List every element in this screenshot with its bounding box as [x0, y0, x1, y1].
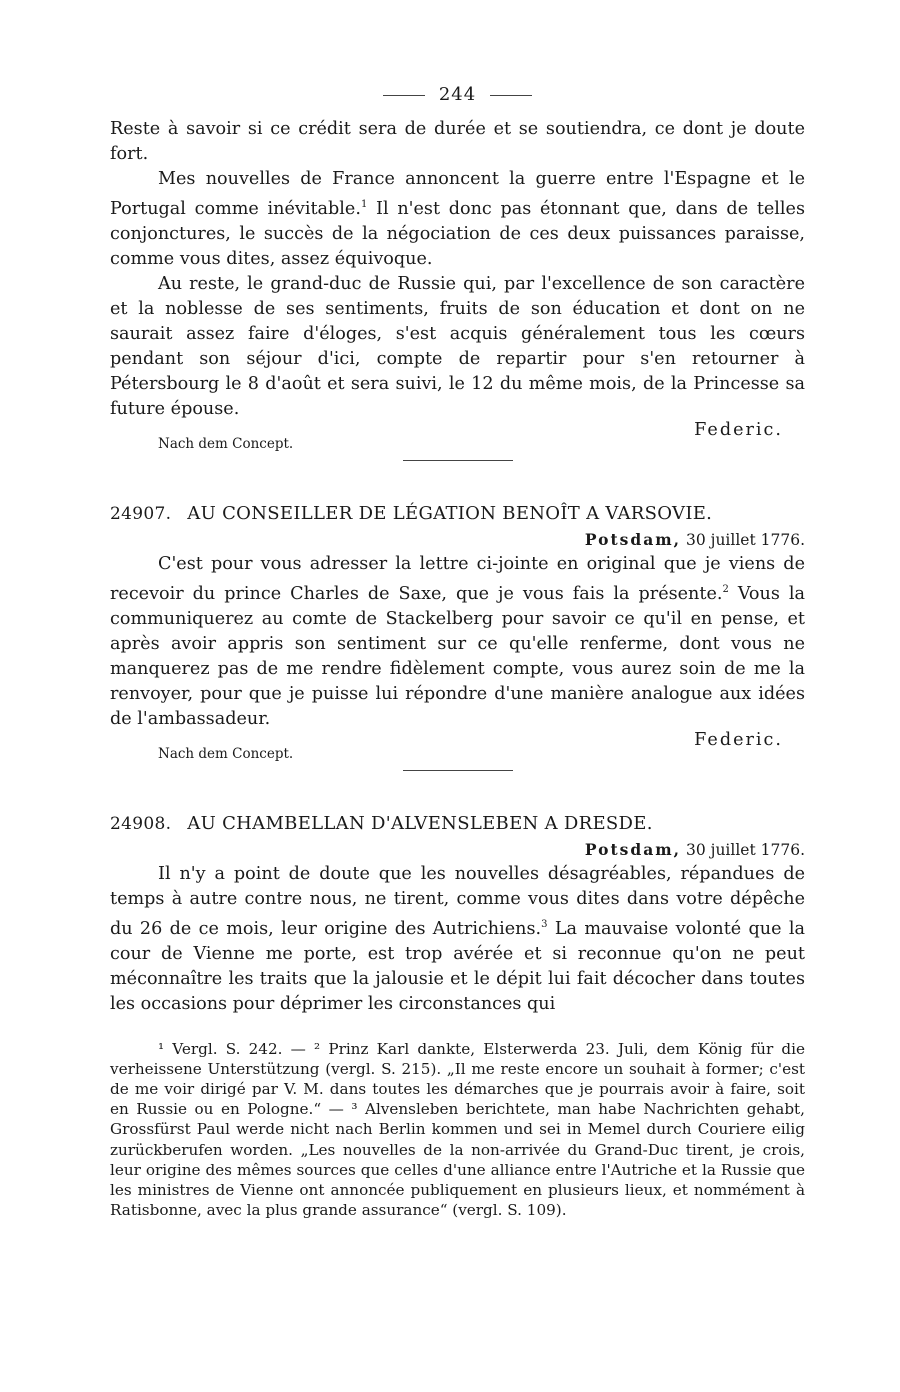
- page-number: 244: [438, 84, 477, 105]
- dateline-date: 30 juillet 1776.: [685, 530, 805, 549]
- body-text-a: C'est pour vous adresser la lettre ci-jointe en original que je viens de recevoir du prince Charles de Saxe, que je vous fais la présente.: [110, 553, 805, 604]
- body-text-b: La mauvaise volonté que la cour de Vienne me porte, est trop avérée et si reconnue qu'on ne peut méconnaître les traits que la jalousie et le dépit lui fait décocher dans toutes les occasions pour déprimer les circonstances qui: [110, 918, 805, 1014]
- footnotes: [110, 1039, 805, 1221]
- footnote-mark-1: 1: [360, 199, 368, 210]
- paragraph-2-text-a: Mes nouvelles de France annoncent la guerre entre l'Espagne et le Portugal comme inévitable.: [110, 169, 805, 219]
- letter-number: 24908.: [110, 813, 172, 834]
- footnote-mark-3: 3: [541, 918, 548, 930]
- signature: Federic.: [694, 419, 783, 440]
- source-note: Nach dem Concept.: [158, 435, 294, 452]
- header-rule-right: [490, 95, 532, 96]
- continuation-paragraph-2: [110, 167, 805, 272]
- letter-heading-24907: [110, 503, 805, 524]
- dateline-date: 30 juillet 1776.: [685, 840, 805, 859]
- book-page: [110, 84, 805, 1220]
- body-text-a: Il n'y a point de doute que les nouvelles désagréables, répandues de temps à autre contre nous, ne tirent, comme vous dites dans votre dépêche du 26 de ce mois, leur origine des Autrichiens.: [110, 863, 805, 939]
- letter-addressee: AU CHAMBELLAN D'ALVENSLEBEN A DRESDE.: [187, 812, 653, 834]
- source-note: Nach dem Concept.: [158, 745, 294, 762]
- letter-number: 24907.: [110, 503, 172, 524]
- letter-addressee: AU CONSEILLER DE LÉGATION BENOÎT A VARSOVIE.: [187, 502, 713, 524]
- page-header: [110, 84, 805, 105]
- dateline-24908: [110, 840, 805, 859]
- dateline-place: Potsdam,: [584, 839, 682, 859]
- letter-body-24907: [110, 552, 805, 732]
- paragraph-2-text-b: Il n'est donc pas étonnant que, dans de telles conjonctures, le succès de la négociation de ces deux puissances paraisse, comme vous dites, assez équivoque.: [110, 198, 805, 269]
- letter-heading-24908: [110, 813, 805, 834]
- footnote-mark-2: 2: [722, 583, 729, 595]
- footnote-text: ¹ Vergl. S. 242. — ² Prinz Karl dankte, Elsterwerda 23. Juli, dem König für die verheissene Unterstützung (vergl. S. 215). „Il me reste encore un souhait à former; c'est de me voir dirigé par V. M. dans toutes les démarches que je pourrais avoir à faire, soit en Russie ou en Pologne.“ — ³ Alvensleben berichtete, man habe Nachrichten gehabt, Grossfürst Paul werde nicht nach Berlin kommen und sei in Memel durch Couriere eilig zurückberufen worden. „Les nouvelles de la non-arrivée du Grand-Duc tirent, je crois, leur origine des mêmes sources que celles d'une alliance entre l'Autriche et la Russie que les ministres de Vienne ont annoncée publiquement en plusieurs lieux, et nommément à Ratisbonne, avec la plus grande assurance“ (vergl. S. 109).: [110, 1039, 805, 1220]
- dateline-place: Potsdam,: [584, 529, 682, 549]
- dateline-24907: [110, 530, 805, 549]
- header-rule-left: [383, 95, 425, 96]
- letter-body-24908: [110, 862, 805, 1017]
- body-text-b: Vous la communiquerez au comte de Stackelberg pour savoir ce qu'il en pense, et après avoir appris son sentiment sur ce qu'elle renferme, dont vous ne manquerez pas de me rendre fidèlement compte, vous aurez soin de me la renvoyer, pour que je puisse lui répondre d'une manière analogue aux idées de l'ambassadeur.: [110, 583, 805, 729]
- section-separator: [403, 460, 513, 461]
- continuation-paragraph-1: Reste à savoir si ce crédit sera de durée et se soutiendra, ce dont je doute fort.: [110, 119, 805, 164]
- continuation-paragraph-3: Au reste, le grand-duc de Russie qui, par l'excellence de son caractère et la noblesse de ses sentiments, fruits de son éducation et dont on ne saurait assez faire d'éloges, s'est acquis généralement tous les cœurs pendant son séjour d'ici, compte de repartir pour s'en retourner à Pétersbourg le 8 d'août et sera suivi, le 12 du même mois, de la Princesse sa future épouse.: [110, 273, 805, 419]
- signature: Federic.: [694, 729, 783, 750]
- section-separator: [403, 770, 513, 771]
